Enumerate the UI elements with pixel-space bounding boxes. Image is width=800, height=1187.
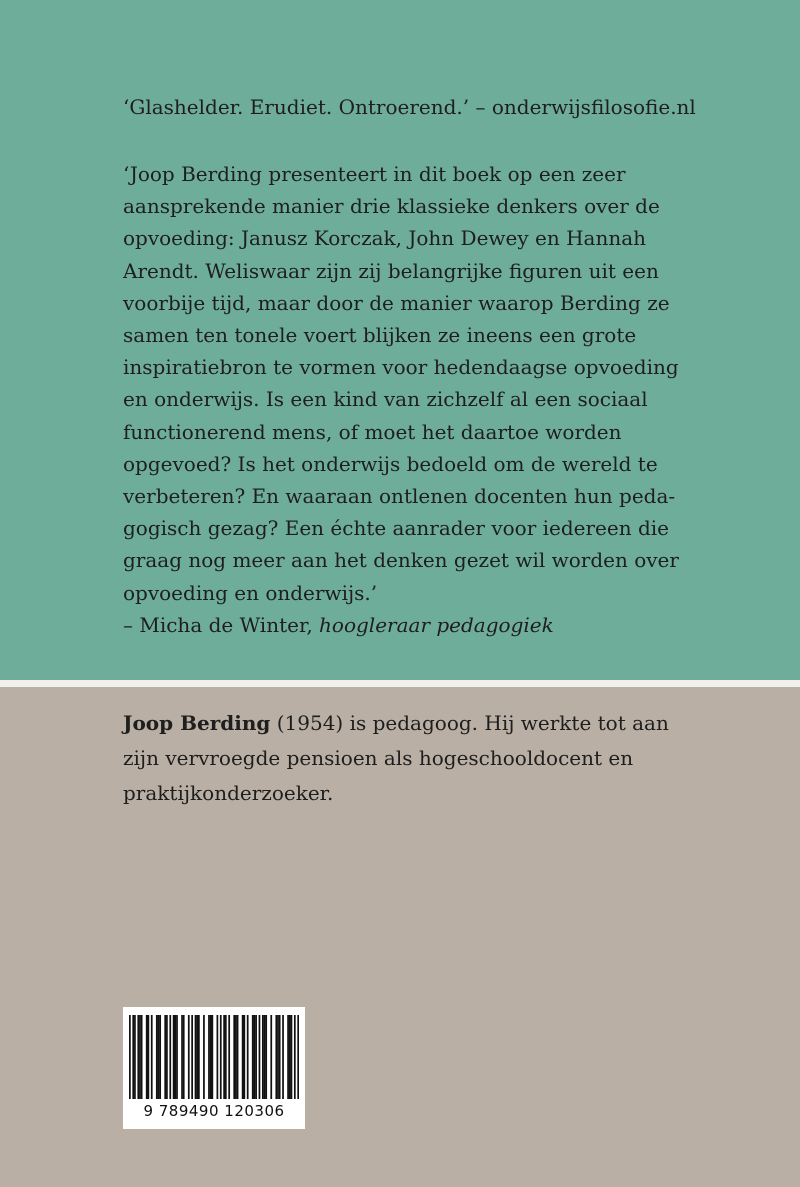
barcode-bar (146, 1015, 148, 1099)
review-line: samen ten tonele voert blijken ze ineens een grote (123, 323, 637, 348)
review-line: opgevoed? Is het onderwijs bedoeld om de wereld te (123, 451, 658, 476)
barcode-bar (151, 1015, 153, 1099)
review-line: gogisch gezag? Een échte aanrader voor iedereen die (123, 516, 669, 541)
barcode-bars (129, 1015, 299, 1103)
barcode-bar (223, 1015, 225, 1099)
barcode-bar (243, 1015, 245, 1099)
barcode-bar (225, 1015, 227, 1099)
attribution-dash: – (123, 612, 140, 637)
barcode-bar (208, 1015, 210, 1099)
barcode-bar (233, 1015, 235, 1099)
review-line: verbeteren? En waaraan ontlenen docenten hun peda- (123, 484, 676, 509)
barcode-bar (252, 1015, 254, 1099)
barcode-bar (203, 1015, 205, 1099)
bio-line-1-rest: (1954) is pedagoog. Hij werkte tot aan (270, 711, 669, 735)
isbn-barcode (123, 1007, 305, 1129)
barcode-bar (195, 1015, 197, 1099)
barcode-bar (129, 1015, 131, 1099)
barcode-bar (132, 1015, 134, 1099)
barcode-bar (265, 1015, 267, 1099)
barcode-bar (294, 1015, 296, 1099)
barcode-bar (282, 1015, 284, 1099)
barcode-bar (148, 1015, 150, 1099)
attribution-name: Micha de Winter, (139, 612, 320, 637)
barcode-bar (158, 1015, 160, 1099)
barcode-bar (176, 1015, 178, 1099)
barcode-digits: 9 789490 120306 (143, 1102, 285, 1120)
review-line: graag nog meer aan het denken gezet wil worden over (123, 548, 679, 573)
review-line: aansprekende manier drie klassieke denkers over de (123, 194, 660, 219)
barcode-bar (137, 1015, 139, 1099)
barcode-bar (237, 1015, 239, 1099)
barcode-bar (247, 1015, 249, 1099)
barcode-bar (169, 1015, 171, 1099)
bio-line: zijn vervroegde pensioen als hogeschooldocent en (123, 746, 634, 770)
barcode-bar (210, 1015, 212, 1099)
barcode-bar (156, 1015, 158, 1099)
barcode-bar (198, 1015, 200, 1099)
barcode-bar (255, 1015, 257, 1099)
barcode-bar (139, 1015, 141, 1099)
author-bio (123, 706, 683, 811)
barcode-bar (279, 1015, 281, 1099)
review-line: voorbije tijd, maar door de manier waarop Berding ze (123, 290, 670, 315)
barcode-bar (173, 1015, 175, 1099)
review-line: opvoeding: Janusz Korczak, John Dewey en Hannah (123, 226, 647, 251)
attribution-role: hoogleraar pedagogiek (319, 612, 554, 637)
review-line: Arendt. Weliswaar zijn zij belangrijke figuren uit een (123, 258, 659, 283)
barcode-bar (254, 1015, 256, 1099)
review-line: ‘Joop Berding presenteert in dit boek op een zeer (123, 162, 626, 186)
barcode-bar (181, 1015, 183, 1099)
barcode-bar (270, 1015, 272, 1099)
bio-line (123, 706, 683, 741)
review-attribution (123, 609, 683, 641)
barcode-bar (217, 1015, 219, 1099)
barcode-bar (134, 1015, 136, 1099)
barcode-bar (196, 1015, 198, 1099)
review-line: inspiratiebron te vormen voor hedendaagse opvoeding (123, 355, 679, 380)
barcode-bar (141, 1015, 143, 1099)
barcode-bar (264, 1015, 266, 1099)
review-quote (123, 158, 683, 641)
barcode-bar (275, 1015, 277, 1099)
author-name: Joop Berding (123, 711, 271, 735)
barcode-bar (188, 1015, 190, 1099)
barcode-bar (291, 1015, 293, 1099)
tagline-quote: ‘Glashelder. Erudiet. Ontroerend.’ – onderwijsfilosofie.nl (123, 95, 696, 119)
barcode-bar (289, 1015, 291, 1099)
barcode-bar (159, 1015, 161, 1099)
barcode-bar (297, 1015, 299, 1099)
barcode-bar (228, 1015, 230, 1099)
review-line: functionerend mens, of moet het daartoe worden (123, 419, 622, 444)
review-line: en onderwijs. Is een kind van zichzelf al een sociaal (123, 387, 648, 412)
review-line: opvoeding en onderwijs.’ (123, 580, 378, 605)
barcode-bar (235, 1015, 237, 1099)
barcode-bar (183, 1015, 185, 1099)
barcode-bar (262, 1015, 264, 1099)
barcode-bar (164, 1015, 166, 1099)
barcode-bar (287, 1015, 289, 1099)
barcode-bar (191, 1015, 193, 1099)
barcode-bar (166, 1015, 168, 1099)
barcode-bar (220, 1015, 222, 1099)
barcode-bar (259, 1015, 261, 1099)
bio-line: praktijkonderzoeker. (123, 781, 334, 805)
barcode-bar (277, 1015, 279, 1099)
barcode-bar (211, 1015, 213, 1099)
barcode-bar (242, 1015, 244, 1099)
panel-divider (0, 680, 800, 687)
barcode-bar (174, 1015, 176, 1099)
